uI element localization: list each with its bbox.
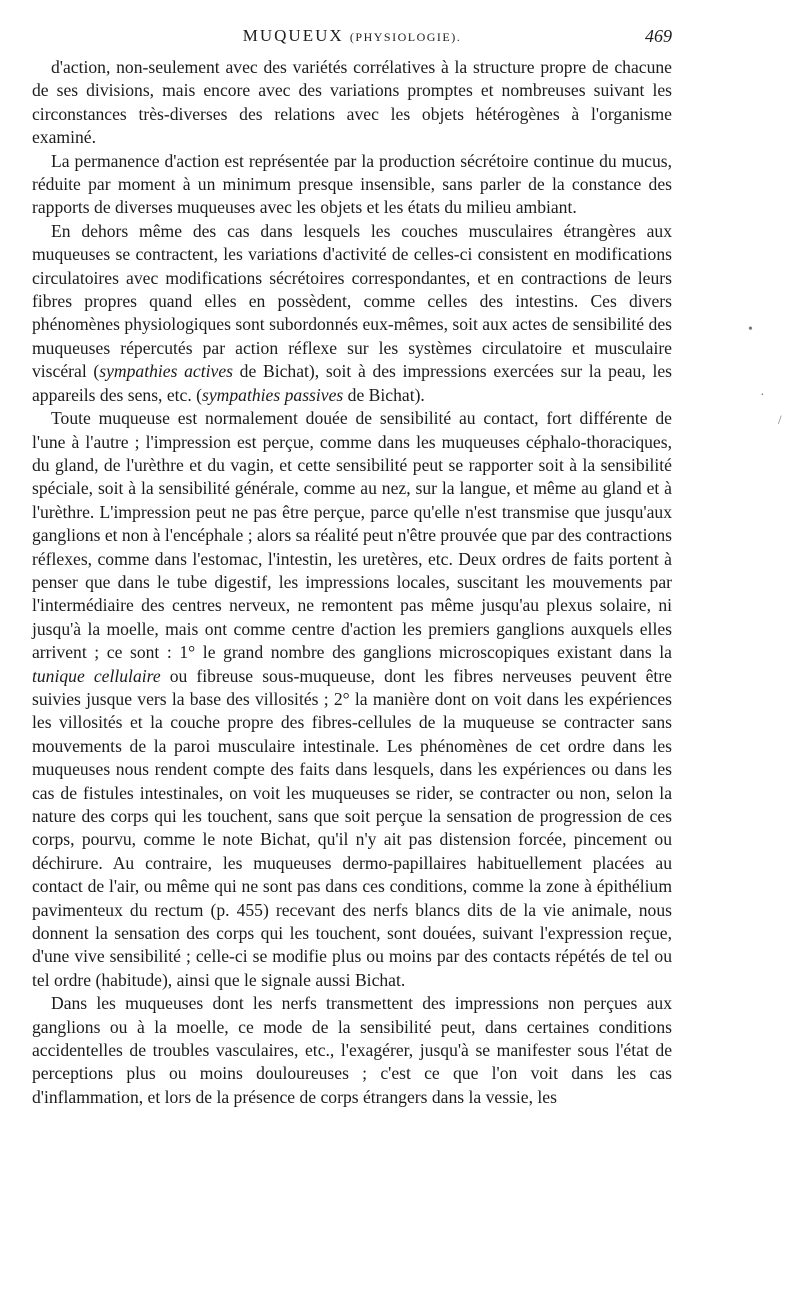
running-header [32, 26, 672, 50]
paragraph [32, 407, 672, 992]
running-title-sub: (PHYSIOLOGIE). [349, 30, 462, 44]
paragraph [32, 220, 672, 407]
text-run: de Bichat). [343, 384, 425, 405]
text-run: Dans les muqueuses dont les nerfs transmettent des impressions non perçues aux ganglions ou à la moelle, ce mode de la sensibilité peut, dans certaines conditions accidentelles de troubles vasculaires, etc., l'exagérer, jusqu'à se manifester sous l'état de perceptions plus ou moins douloureuses ; c'est ce que l'on voit dans les cas d'inflammation, et lors de la présence de corps étrangers dans la vessie, les [32, 993, 672, 1107]
text-run: d'action, non-seulement avec des variétés corrélatives à la structure propre de chacune de ses divisions, mais encore avec des variations promptes et nombreuses suivant les circonstances très-diverses des relations avec les objets hétérogènes à l'organisme examiné. [32, 57, 672, 148]
margin-speck: · [760, 388, 765, 403]
italic-term: sympathies actives [99, 361, 233, 382]
margin-speck: / [778, 412, 782, 427]
paragraph [32, 56, 672, 150]
running-title-main: MUQUEUX [242, 26, 344, 45]
text-run: Toute muqueuse est normalement douée de sensibilité au contact, fort différente de l'une à l'autre ; l'impression est perçue, comme dans les muqueuses céphalo-thoraciques, du gland, de l'urèthre et du vagin, et cette sensibilité peut se rapporter soit à la sensibilité spéciale, soit à la sensibilité générale, comme au nez, sur la langue, et même au gland et à l'urèthre. L'impression peut ne pas être perçue, parce qu'elle n'est transmise que jusqu'aux ganglions et non à l'encéphale ; alors sa réalité peut n'être prouvée que par des contractions réflexes, comme dans l'estomac, l'intestin, les uretères, etc. Deux ordres de faits portent à penser que dans le tube digestif, les impressions locales, suscitant les mouvements par l'intermédiaire des centres nerveux, ne remontent pas même jusqu'au plexus solaire, ni jusqu'à la moelle, mais ont comme centre d'action les premiers ganglions auxquels elles arrivent ; ce sont : 1° le grand nombre des ganglions microscopiques existant dans la [32, 408, 672, 663]
page-number: 469 [645, 26, 672, 46]
margin-speck: • [748, 322, 753, 337]
text-run: En dehors même des cas dans lesquels les couches musculaires étrangères aux muqueuses se contractent, les variations d'activité de celles-ci consistent en modifications circulatoires avec modifications sécrétoires correspondantes, et en contractions de leurs fibres propres quand elles en possèdent, comme celles des intestins. Ces divers phénomènes physiologiques sont subordonnés eux-mêmes, soit aux actes de sensibilité des muqueuses répercutés par action réflexe sur les systèmes circulatoire et musculaire viscéral ( [32, 220, 672, 382]
paragraph [32, 992, 672, 1109]
body-text [32, 56, 672, 1109]
italic-term: tunique cellulaire [32, 665, 161, 686]
paragraph [32, 150, 672, 220]
italic-term: sympathies passives [202, 384, 344, 405]
text-run: ou fibreuse sous-muqueuse, dont les fibres nerveuses peuvent être suivies jusque vers la base des villosités ; 2° la manière dont on voit dans les expériences les villosités et la couche propre des fibres-cellules de la muqueuse se contracter sans mouvements de la paroi musculaire intestinale. Les phénomènes de cet ordre dans les muqueuses nous rendent compte des faits dans lesquels, dans les expériences ou dans les cas de fistules intestinales, on voit les muqueuses se rider, se contracter ou non, selon la nature des corps qui les touchent, sans que soit perçue la sensation de progression de ces corps, pourvu, comme le note Bichat, qu'il n'y ait pas distension forcée, pincement ou déchirure. Au contraire, les muqueuses dermo-papillaires habituellement placées au contact de l'air, ou même qui ne sont pas dans ces conditions, comme la zone à épithélium pavimenteux du rectum (p. 455) recevant des nerfs blancs dits de la vie animale, nous donnent la sensation des corps qui les touchent, sont douées, suivant l'expression reçue, d'une vive sensibilité ; celle-ci se modifie plus ou moins par des contacts répétés de tel ou tel ordre (habitude), ainsi que le signale aussi Bichat. [32, 665, 672, 990]
text-run: de Bichat), soit à des impressions exercées sur la peau, les appareils des sens, etc. ( [32, 361, 672, 405]
text-run: La permanence d'action est représentée par la production sécrétoire continue du mucus, réduite par moment à un minimum presque insensible, sans parler de la constance des rapports de diverses muqueuses avec les objets et les états du milieu ambiant. [32, 150, 672, 218]
running-title [32, 26, 672, 46]
